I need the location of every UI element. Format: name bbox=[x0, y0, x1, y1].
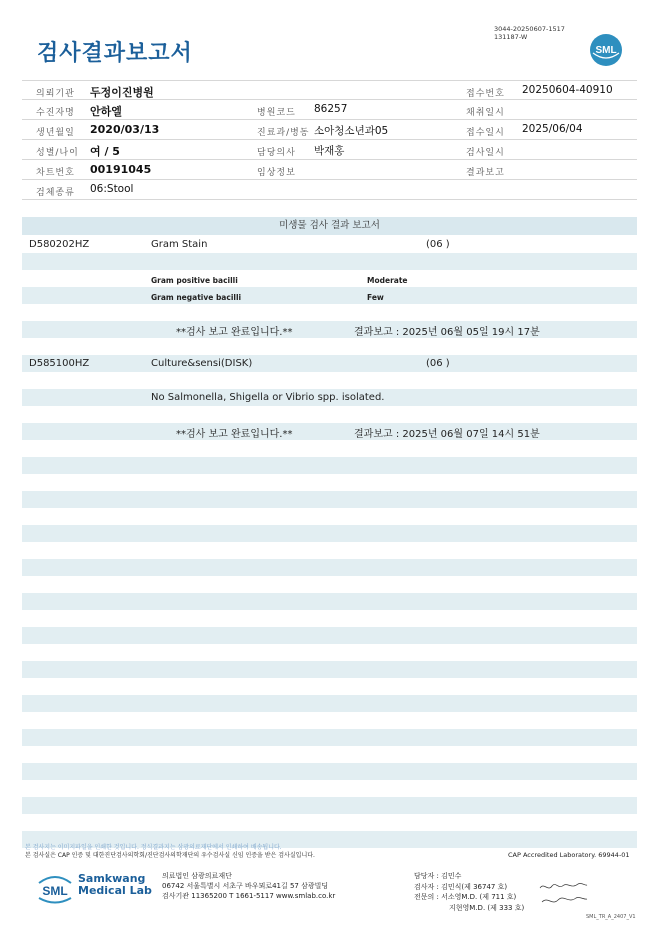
stripe bbox=[22, 253, 637, 270]
report2-done: **검사 보고 완료입니다.** bbox=[176, 429, 293, 440]
label-birth-date: 생년월일 bbox=[36, 128, 75, 138]
label-requesting-org: 의뢰기관 bbox=[36, 89, 75, 99]
svg-text:SML: SML bbox=[595, 45, 617, 56]
receipt-no: 20250604-40910 bbox=[522, 84, 613, 96]
stripe bbox=[22, 627, 637, 644]
staff-tester: 검사자 : 김민식(제 36747 호) bbox=[414, 882, 508, 891]
stripe bbox=[22, 797, 637, 814]
stripe bbox=[22, 423, 637, 440]
gram-positive-value: Moderate bbox=[367, 276, 408, 285]
specimen-type: 06:Stool bbox=[90, 183, 134, 195]
staff-specialist-1: 전문의 : 서소영M.D. (제 711 호) bbox=[414, 893, 517, 901]
brand-name: Samkwang Medical Lab bbox=[78, 872, 152, 897]
birth-date: 2020/03/13 bbox=[90, 123, 160, 136]
sml-footer-logo-icon bbox=[36, 873, 74, 905]
stripe bbox=[22, 491, 637, 508]
label-clinical-info: 임상정보 bbox=[257, 168, 296, 178]
report2-time: 결과보고 : 2025년 06월 07일 14시 51분 bbox=[354, 429, 540, 440]
label-sex-age: 성별/나이 bbox=[36, 148, 79, 158]
info-row-6 bbox=[22, 180, 637, 200]
sml-logo-icon bbox=[589, 33, 623, 67]
accreditation-notice: 본 검사실은 CAP 인증 및 대한진단검사의학회/진단검사의학재단의 우수검사실 신임 인증을 받은 검사실입니다. bbox=[25, 852, 315, 859]
document-id: 3044-20250607-1517 131187-W bbox=[494, 25, 565, 41]
label-hospital-code: 병원코드 bbox=[257, 108, 296, 118]
stripe bbox=[22, 661, 637, 678]
label-receipt-date: 접수일시 bbox=[466, 128, 505, 138]
form-code: SML_TR_A_2407_V1 bbox=[586, 914, 636, 920]
info-row-4 bbox=[22, 140, 637, 160]
label-result-report: 결과보고 bbox=[466, 168, 505, 178]
test2-code: D585100HZ bbox=[29, 358, 90, 369]
report1-time: 결과보고 : 2025년 06월 05일 19시 17분 bbox=[354, 327, 540, 338]
stripe bbox=[22, 355, 637, 372]
stripe bbox=[22, 321, 637, 338]
stripe bbox=[22, 763, 637, 780]
label-chart-no: 차트번호 bbox=[36, 168, 75, 178]
culture-result: No Salmonella, Shigella or Vibrio spp. isolated. bbox=[151, 392, 385, 403]
stripe bbox=[22, 729, 637, 746]
test1-specimen: (06 ) bbox=[426, 239, 450, 250]
receipt-date: 2025/06/04 bbox=[522, 123, 583, 135]
label-test-date: 검사일시 bbox=[466, 148, 505, 158]
test1-code: D580202HZ bbox=[29, 239, 90, 250]
label-collection-time: 채취일시 bbox=[466, 108, 505, 118]
gram-positive-label: Gram positive bacilli bbox=[151, 276, 238, 285]
staff-in-charge: 담당자 : 김민수 bbox=[414, 872, 462, 880]
hospital-code: 86257 bbox=[314, 103, 348, 115]
print-notice: 본 검사지는 이미지파일을 인쇄한 것입니다. 정식결과지는 삼광의료재단에서 인쇄하여 배송됩니다. bbox=[25, 844, 282, 851]
sex-age: 여 / 5 bbox=[90, 145, 120, 158]
label-patient-name: 수진자명 bbox=[36, 108, 75, 118]
test2-specimen: (06 ) bbox=[426, 358, 450, 369]
page-title: 검사결과보고서 bbox=[37, 41, 193, 66]
test2-name: Culture&sensi(DISK) bbox=[151, 358, 253, 369]
label-specimen-type: 검체종류 bbox=[36, 188, 75, 198]
stripe bbox=[22, 593, 637, 610]
svg-text:SML: SML bbox=[42, 884, 68, 898]
stripe bbox=[22, 287, 637, 304]
signature-icon bbox=[538, 880, 588, 910]
staff-list bbox=[414, 871, 524, 913]
stripe bbox=[22, 559, 637, 576]
info-row-3 bbox=[22, 120, 637, 140]
info-row-2 bbox=[22, 100, 637, 120]
info-row-5 bbox=[22, 160, 637, 180]
stripe bbox=[22, 457, 637, 474]
stripe bbox=[22, 695, 637, 712]
report1-done: **검사 보고 완료입니다.** bbox=[176, 327, 293, 338]
gram-negative-value: Few bbox=[367, 293, 384, 302]
cap-accreditation: CAP Accredited Laboratory. 69944-01 bbox=[508, 851, 630, 859]
department: 소아청소년과05 bbox=[314, 125, 389, 137]
doctor: 박재홍 bbox=[314, 145, 345, 157]
gram-negative-label: Gram negative bacilli bbox=[151, 293, 242, 302]
info-row-1 bbox=[22, 80, 637, 100]
requesting-org: 두정이진병원 bbox=[90, 86, 154, 99]
lab-address: 의료법인 삼광의료재단 06742 서울특별시 서초구 바우뫼로41길 57 삼광빌딩 검사기관 11365200 T 1661-5117 www.smlab.co.kr bbox=[162, 872, 336, 900]
stripe bbox=[22, 525, 637, 542]
staff-specialist-2: 지현영M.D. (제 333 호) bbox=[449, 903, 525, 912]
patient-name: 안하엘 bbox=[90, 105, 122, 118]
chart-no: 00191045 bbox=[90, 163, 152, 176]
test1-name: Gram Stain bbox=[151, 239, 208, 250]
section-title: 미생물 검사 결과 보고서 bbox=[22, 217, 637, 235]
label-department: 진료과/병동 bbox=[257, 128, 310, 138]
label-doctor: 담당의사 bbox=[257, 148, 296, 158]
label-receipt-no: 접수번호 bbox=[466, 89, 505, 99]
